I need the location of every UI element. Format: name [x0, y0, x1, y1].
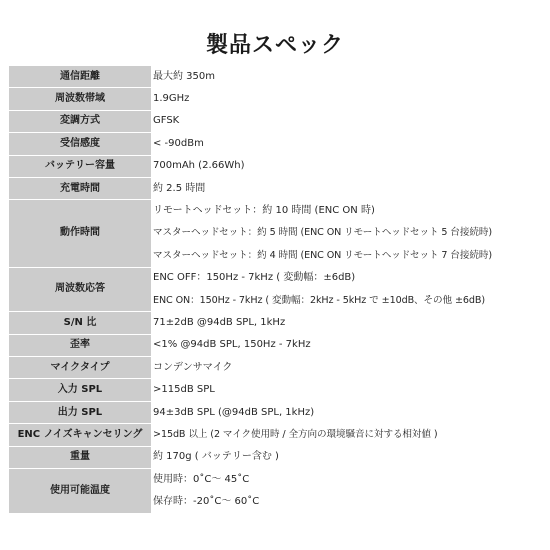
spec-value: 保存時：-20˚C～ 60˚C [153, 491, 542, 513]
spec-value: >115dB SPL [153, 379, 542, 401]
spec-value: 使用時：0˚C～ 45˚C [153, 469, 542, 491]
spec-label: 変調方式 [9, 111, 153, 133]
spec-value: 最大約 350m [153, 66, 542, 88]
spec-label: 使用可能温度 [9, 469, 153, 514]
spec-value: ENC ON：150Hz - 7kHz ( 変動幅：2kHz - 5kHz で ±10dB、その他 ±6dB) [153, 290, 542, 312]
spec-row [9, 469, 542, 491]
spec-label: 動作時間 [9, 200, 153, 267]
spec-value: リモートヘッドセット：約 10 時間 (ENC ON 時) [153, 200, 542, 222]
spec-label: マイクタイプ [9, 357, 153, 379]
spec-row [9, 402, 542, 424]
spec-table-body [9, 66, 542, 514]
spec-value: マスターヘッドセット：約 4 時間 (ENC ON リモートヘッドセット 7 台接続時) [153, 245, 542, 267]
spec-label: S/N 比 [9, 312, 153, 334]
spec-row [9, 312, 542, 334]
spec-label: 歪率 [9, 335, 153, 357]
spec-row [9, 66, 542, 88]
spec-label: 出力 SPL [9, 402, 153, 424]
spec-label: 入力 SPL [9, 379, 153, 401]
spec-value: >15dB 以上 (2 マイク使用時 / 全方向の環境騒音に対する相対値 ) [153, 424, 542, 446]
spec-value: 700mAh (2.66Wh) [153, 156, 542, 178]
spec-value: コンデンサマイク [153, 357, 542, 379]
spec-value: < -90dBm [153, 133, 542, 155]
spec-row [9, 88, 542, 110]
spec-row [9, 111, 542, 133]
spec-value: マスターヘッドセット：約 5 時間 (ENC ON リモートヘッドセット 5 台接続時) [153, 223, 542, 245]
spec-label: 周波数応答 [9, 268, 153, 313]
spec-row [9, 178, 542, 200]
spec-label: 充電時間 [9, 178, 153, 200]
spec-value: 約 170g ( バッテリー含む ) [153, 447, 542, 469]
spec-value: ENC OFF：150Hz - 7kHz ( 変動幅：±6dB) [153, 268, 542, 290]
spec-value: GFSK [153, 111, 542, 133]
spec-value: 71±2dB @94dB SPL, 1kHz [153, 312, 542, 334]
spec-row [9, 379, 542, 401]
spec-value: 1.9GHz [153, 88, 542, 110]
spec-label: 受信感度 [9, 133, 153, 155]
spec-value: 94±3dB SPL (@94dB SPL, 1kHz) [153, 402, 542, 424]
page-title: 製品スペック [205, 33, 344, 58]
spec-row [9, 268, 542, 290]
spec-row [9, 200, 542, 222]
spec-row [9, 424, 542, 446]
spec-row [9, 357, 542, 379]
spec-row [9, 447, 542, 469]
spec-row [9, 156, 542, 178]
spec-row [9, 335, 542, 357]
spec-label: ENC ノイズキャンセリング [9, 424, 153, 446]
spec-table [9, 66, 542, 514]
spec-label: 重量 [9, 447, 153, 469]
spec-value: 約 2.5 時間 [153, 178, 542, 200]
spec-label: バッテリー容量 [9, 156, 153, 178]
spec-label: 周波数帯域 [9, 88, 153, 110]
spec-value: <1% @94dB SPL, 150Hz - 7kHz [153, 335, 542, 357]
spec-row [9, 133, 542, 155]
spec-label: 通信距離 [9, 66, 153, 88]
